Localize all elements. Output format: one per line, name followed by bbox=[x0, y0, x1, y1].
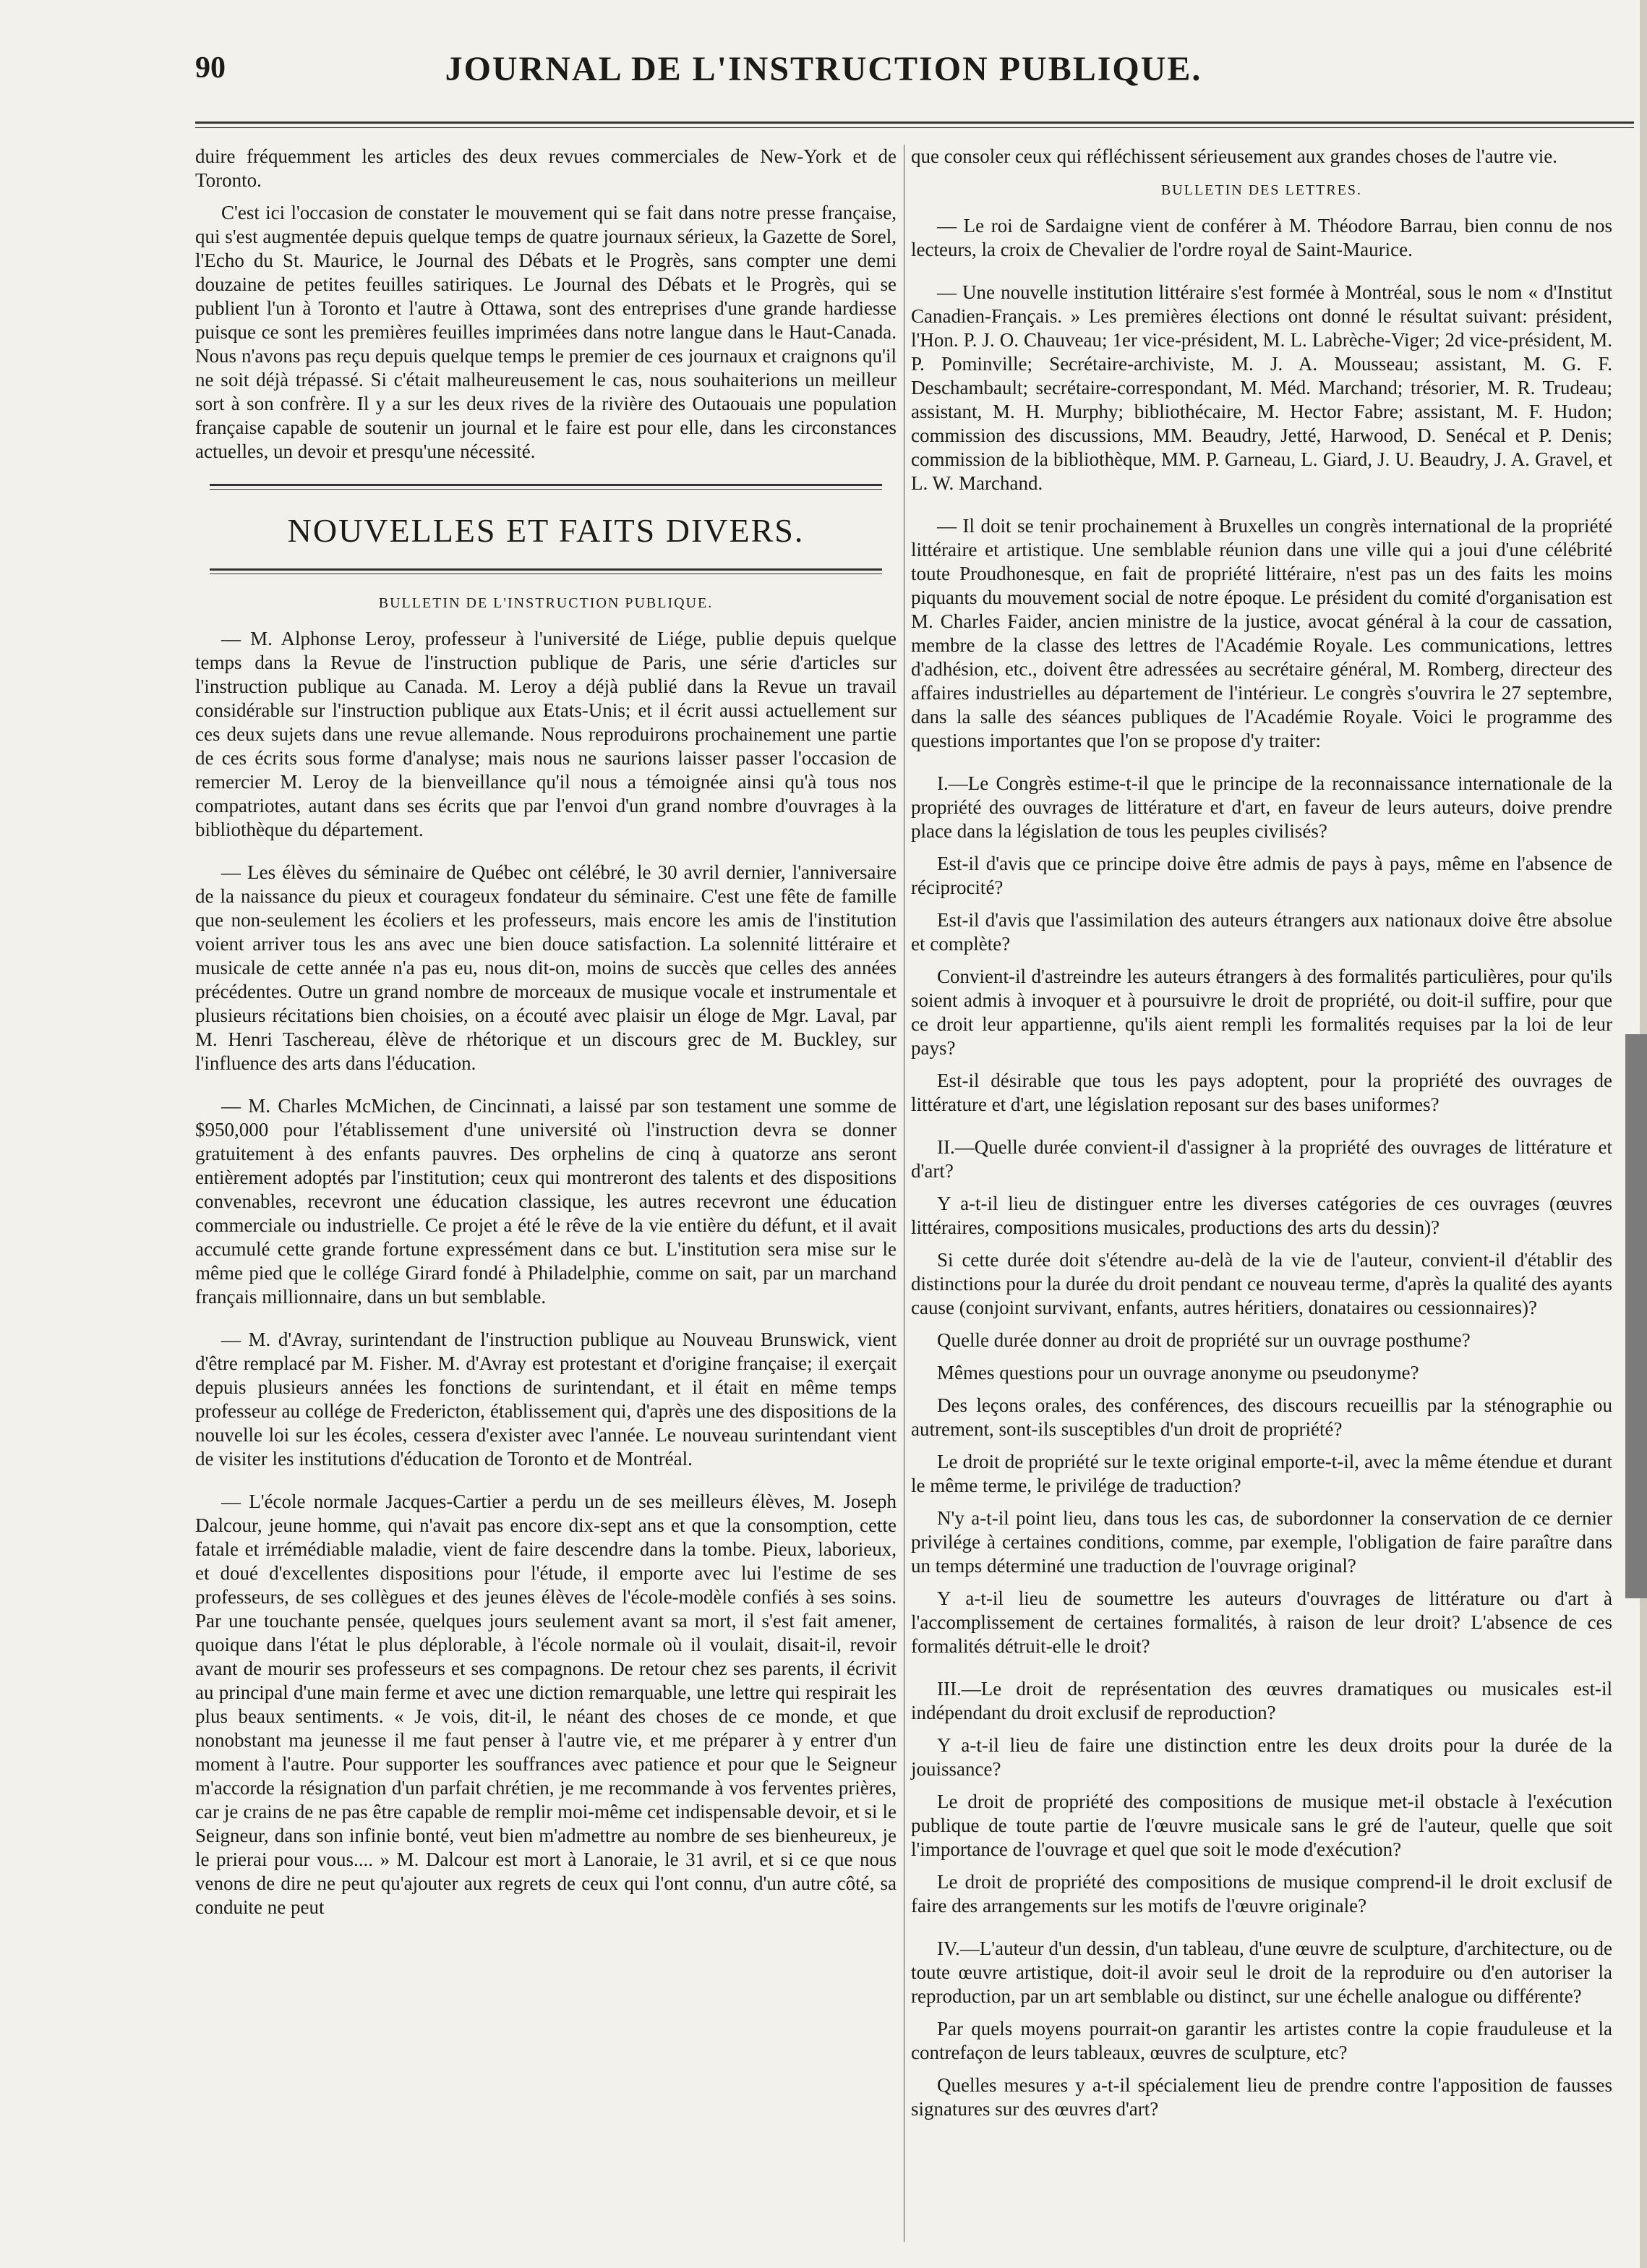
program-question: Est-il d'avis que l'assimilation des auteurs étrangers aux nationaux doive être absolue et complète? bbox=[911, 909, 1612, 955]
news-item: — Il doit se tenir prochainement à Bruxelles un congrès international de la propriété littéraire et artistique. Une semblable réunion dans une ville qui a joui d'une célébrité toute Proudhonesque, en fait de propriété littéraire, n'est pas un des faits les moins piquants du mouvement social de notre époque. Le président du comité d'organisation est M. Charles Faider, ancien ministre de la justice, avocat général à la cour de cassation, membre de la classe des lettres de l'Académie Royale. Les communications, lettres d'adhésion, etc., doivent être adressées au secrétaire général, M. Romberg, directeur des affaires industrielles au département de l'intérieur. Le congrès s'ouvrira le 27 septembre, dans la salle des séances publiques de l'Académie Royale. Voici le programme des questions importantes que l'on se propose d'y traiter: bbox=[911, 515, 1612, 751]
section-rule bbox=[210, 484, 882, 486]
program-question: Y a-t-il lieu de faire une distinction entre les deux droits pour la durée de la jouissance? bbox=[911, 1734, 1612, 1780]
program-question: Convient-il d'astreindre les auteurs étrangers à des formalités particulières, pour qu'ils soient admis à invoquer et à poursuivre le droit de propriété, ou doit-il suffire, pour que ce droit leur appartienne, qu'ils aient rempli les formalités requises par la loi de leur pays? bbox=[911, 965, 1612, 1059]
program-question: Le droit de propriété sur le texte original emporte-t-il, avec la même étendue et durant le même terme, le privilége de traduction? bbox=[911, 1451, 1612, 1496]
program-question: III.—Le droit de représentation des œuvres dramatiques ou musicales est-il indépendant du droit exclusif de reproduction? bbox=[911, 1678, 1612, 1723]
program-question: II.—Quelle durée convient-il d'assigner à la propriété des ouvrages de littérature et d'art? bbox=[911, 1136, 1612, 1182]
program-question: IV.—L'auteur d'un dessin, d'un tableau, d'une œuvre de sculpture, d'architecture, ou de toute œuvre artistique, doit-il avoir seul le droit de la reproduire ou d'en autoriser la reproduction, par un art semblable ou distinct, sur une échelle analogue ou différente? bbox=[911, 1937, 1612, 2007]
news-item: — Le roi de Sardaigne vient de conférer à M. Théodore Barrau, bien connu de nos lecteurs, la croix de Chevalier de l'ordre royal de Saint-Maurice. bbox=[911, 215, 1612, 260]
program-question: Si cette durée doit s'étendre au-delà de la vie de l'auteur, convient-il d'établir des distinctions pour la durée du droit pendant ce nouveau terme, d'après la qualité des ayants cause (conjoint survivant, enfants, autres héritiers, donataires ou cessionnaires)? bbox=[911, 1249, 1612, 1318]
program-question: I.—Le Congrès estime-t-il que le principe de la reconnaissance internationale de la propriété des ouvrages de littérature et d'art, en faveur de leurs auteurs, doive prendre place dans la législation de tous les peuples civilisés? bbox=[911, 772, 1612, 842]
left-column bbox=[195, 145, 897, 1928]
intro-paragraph: duire fréquemment les articles des deux revues commerciales de New-York et de Toronto. bbox=[195, 145, 897, 191]
section-rule-thin bbox=[210, 489, 882, 490]
running-head: JOURNAL DE L'INSTRUCTION PUBLIQUE. bbox=[445, 50, 1202, 88]
continuation-paragraph: que consoler ceux qui réfléchissent sérieusement aux grandes choses de l'autre vie. bbox=[911, 145, 1558, 167]
scan-shadow bbox=[1625, 1034, 1647, 1598]
news-item: — M. d'Avray, surintendant de l'instruction publique au Nouveau Brunswick, vient d'être remplacé par M. Fisher. M. d'Avray est protestant et d'origine française; il exerçait depuis plusieurs années les fonctions de surintendant, et il était en même temps professeur au collége de Fredericton, établissement qui, d'après une des dispositions de la nouvelle loi sur les écoles, cessera d'exister avec l'année. Le nouveau surintendant vient de visiter les institutions d'éducation de Toronto et de Montréal. bbox=[195, 1329, 897, 1470]
program-question: Des leçons orales, des conférences, des discours recueillis par la sténographie ou autrement, sont-ils susceptibles d'un droit de propriété? bbox=[911, 1394, 1612, 1440]
news-item: — L'école normale Jacques-Cartier a perdu un de ses meilleurs élèves, M. Joseph Dalcour, jeune homme, qui n'avait pas encore dix-sept ans et que la consomption, cette fatale et irrémédiable maladie, vient de faire descendre dans la tombe. Pieux, laborieux, et doué d'excellentes dispositions pour l'étude, il emporte avec lui l'estime de ses professeurs, de ses collègues et des jeunes élèves de l'école-modèle confiés à ses soins. Par une touchante pensée, quelques jours seulement avant sa mort, il s'est fait amener, quoique dans l'état le plus déplorable, à l'école normale où il voulait, disait-il, revoir avant de mourir ses professeurs et ses compagnons. De retour chez ses parents, il écrivit au principal d'une main ferme et avec une diction remarquable, une lettre qui respirait les plus beaux sentiments. « Je vois, dit-il, le néant des choses de ce monde, et que nonobstant ma jeunesse il me faut penser à l'autre vie, et me préparer à y entrer d'un moment à l'autre. Pour supporter les souffrances avec patience et pour que le Seigneur m'accorde la résignation d'un parfait chrétien, je me recommande à vos ferventes prières, car je crains de ne pas être capable de remplir moi-même cet indispensable devoir, et si le Seigneur, dans son infinie bonté, veut bien m'admettre au nombre de ses bienheureux, je le prierai pour vous.... » M. Dalcour est mort à Lanoraie, le 31 avril, et si ce que nous venons de dire ne peut qu'ajouter aux regrets de ceux qui l'ont connu, d'un autre côté, sa conduite ne peut bbox=[195, 1491, 897, 1918]
right-column bbox=[911, 145, 1612, 2130]
program-question: N'y a-t-il point lieu, dans tous les cas, de subordonner la conservation de ce dernier privilége à certaines conditions, comme, par exemple, l'obligation de faire paraître dans un temps déterminé une traduction de l'ouvrage original? bbox=[911, 1507, 1612, 1577]
section-rule bbox=[210, 568, 882, 571]
news-item: — M. Alphonse Leroy, professeur à l'université de Liége, publie depuis quelque temps dans la Revue de l'instruction publique de Paris, une série d'articles sur l'instruction publique au Canada. M. Leroy a déjà publié dans la Revue un travail considérable sur l'instruction publique aux Etats-Unis; et il écrit aussi actuellement sur ces deux sujets dans une revue allemande. Nous reproduirons prochainement une partie de ces écrits sous forme d'analyse; mais nous ne saurions laisser passer l'occasion de remercier M. Leroy de la bienveillance qu'il nous a témoignée ainsi qu'à tous nos compatriotes, autant dans ses écrits que par l'envoi d'un grand nombre d'ouvrages à la bibliothèque du département. bbox=[195, 628, 897, 840]
program-question: Par quels moyens pourrait-on garantir les artistes contre la copie frauduleuse et la contrefaçon de leurs tableaux, œuvres de sculpture, etc? bbox=[911, 2018, 1612, 2063]
program-question: Le droit de propriété des compositions de musique comprend-il le droit exclusif de faire des arrangements sur les motifs de l'œuvre originale? bbox=[911, 1871, 1612, 1917]
news-item: — Une nouvelle institution littéraire s'est formée à Montréal, sous le nom « d'Institut Canadien-Français. » Les premières élections ont donné le résultat suivant: président, l'Hon. P. J. O. Chauveau; 1er vice-président, M. L. Labrèche-Viger; 2d vice-président, M. P. Pominville; Secrétaire-archiviste, M. J. A. Mousseau; assistant, M. G. F. Deschambault; secrétaire-correspondant, M. Méd. Marchand; trésorier, M. R. Trudeau; assistant, M. H. Murphy; bibliothécaire, M. Hector Fabre; assistant, M. F. Hudon; commission des discussions, MM. Beaudry, Jetté, Harwood, D. Senécal et P. Denis; commission de la bibliothèque, MM. P. Garneau, L. Giard, J. U. Beaudry, J. A. Gravel, et L. W. Marchand. bbox=[911, 281, 1612, 494]
program-question: Y a-t-il lieu de soumettre les auteurs d'ouvrages de littérature ou d'art à l'accomplissement de certaines formalités, à raison de leur droit? L'absence de ces formalités détruit-elle le droit? bbox=[911, 1587, 1612, 1657]
news-item: — Les élèves du séminaire de Québec ont célébré, le 30 avril dernier, l'anniversaire de la naissance du pieux et courageux fondateur du séminaire. C'est une fête de famille que non-seulement les écoliers et les professeurs, mais encore les amis de l'institution voient arriver tous les ans avec une bien douce satisfaction. La solennité littéraire et musicale de cette année n'a pas eu, nous dit-on, moins de succès que celles des années précédentes. Outre un grand nombre de morceaux de musique vocale et instrumentale et plusieurs récitations bien choisies, on a écouté avec plaisir un éloge de Mgr. Laval, par M. Henri Taschereau, élève de rhétorique et un discours grec de M. Buckley, sur l'influence des arts dans l'éducation. bbox=[195, 861, 897, 1074]
program-question: Est-il désirable que tous les pays adoptent, pour la propriété des ouvrages de littérature et d'art, une législation reposant sur des bases uniformes? bbox=[911, 1070, 1612, 1115]
program-question: Quelles mesures y a-t-il spécialement lieu de prendre contre l'apposition de fausses signatures sur des œuvres d'art? bbox=[911, 2074, 1612, 2120]
intro-paragraph: C'est ici l'occasion de constater le mouvement qui se fait dans notre presse française, qui s'est augmentée depuis quelque temps de quatre journaux sérieux, la Gazette de Sorel, l'Echo du St. Maurice, le Journal des Débats et le Progrès, sans compter une demi douzaine de petites feuilles satiriques. Le Journal des Débats et le Progrès, qui se publient l'un à Toronto et l'autre à Ottawa, sont des entreprises d'une grande hardiesse puisque ce sont les premières feuilles imprimées dans notre langue dans le Haut-Canada. Nous n'avons pas reçu depuis quelque temps le premier de ces journaux et craignons qu'il ne soit déjà trépassé. Si c'était malheureusement le cas, nous souhaiterions un meilleur sort à son confrère. Il y a sur les deux rives de la rivière des Outaouais une population française capable de soutenir un journal et le faire est pour elle, dans les circonstances actuelles, un devoir et presqu'une nécessité. bbox=[195, 202, 897, 462]
program-question: Le droit de propriété des compositions de musique met-il obstacle à l'exécution publique de toute partie de l'œuvre musicale sans le gré de l'auteur, quelle que soit l'importance de l'ouvrage et quel que soit le mode d'exécution? bbox=[911, 1791, 1612, 1860]
section-header bbox=[195, 484, 897, 574]
bulletin-heading: BULLETIN DES LETTRES. bbox=[1160, 182, 1363, 198]
news-item: — M. Charles McMichen, de Cincinnati, a laissé par son testament une somme de $950,000 pour l'établissement d'une université où l'instruction devra se donner gratuitement à des enfants pauvres. Des orphelins de cinq à quatorze ans seront entièrement adoptés par l'institution; ceux qui montreront des talents et des dispositions convenables, recevront une éducation classique, les autres recevront une éducation commerciale ou industrielle. Ce projet a été le rêve de la vie entière du défunt, et il avait accumulé cette grande fortune expressément dans ce but. L'institution sera mise sur le même pied que le collége Girard fondé à Philadelphie, comme on sait, par un marchand français millionnaire, dans un but semblable. bbox=[195, 1095, 897, 1308]
bulletin-heading: BULLETIN DE L'INSTRUCTION PUBLIQUE. bbox=[378, 595, 714, 611]
header-rule bbox=[195, 122, 1634, 124]
page-number: 90 bbox=[195, 51, 226, 85]
section-title: NOUVELLES ET FAITS DIVERS. bbox=[287, 512, 805, 549]
program-question: Est-il d'avis que ce principe doive être admis de pays à pays, même en l'absence de réciprocité? bbox=[911, 853, 1612, 898]
program-question: Y a-t-il lieu de distinguer entre les diverses catégories de ces ouvrages (œuvres littéraires, compositions musicales, productions des arts du dessin)? bbox=[911, 1193, 1612, 1238]
header-rule-thin bbox=[195, 127, 1634, 128]
program-question: Quelle durée donner au droit de propriété sur un ouvrage posthume? bbox=[937, 1329, 1471, 1351]
program-question: Mêmes questions pour un ouvrage anonyme ou pseudonyme? bbox=[937, 1362, 1419, 1384]
